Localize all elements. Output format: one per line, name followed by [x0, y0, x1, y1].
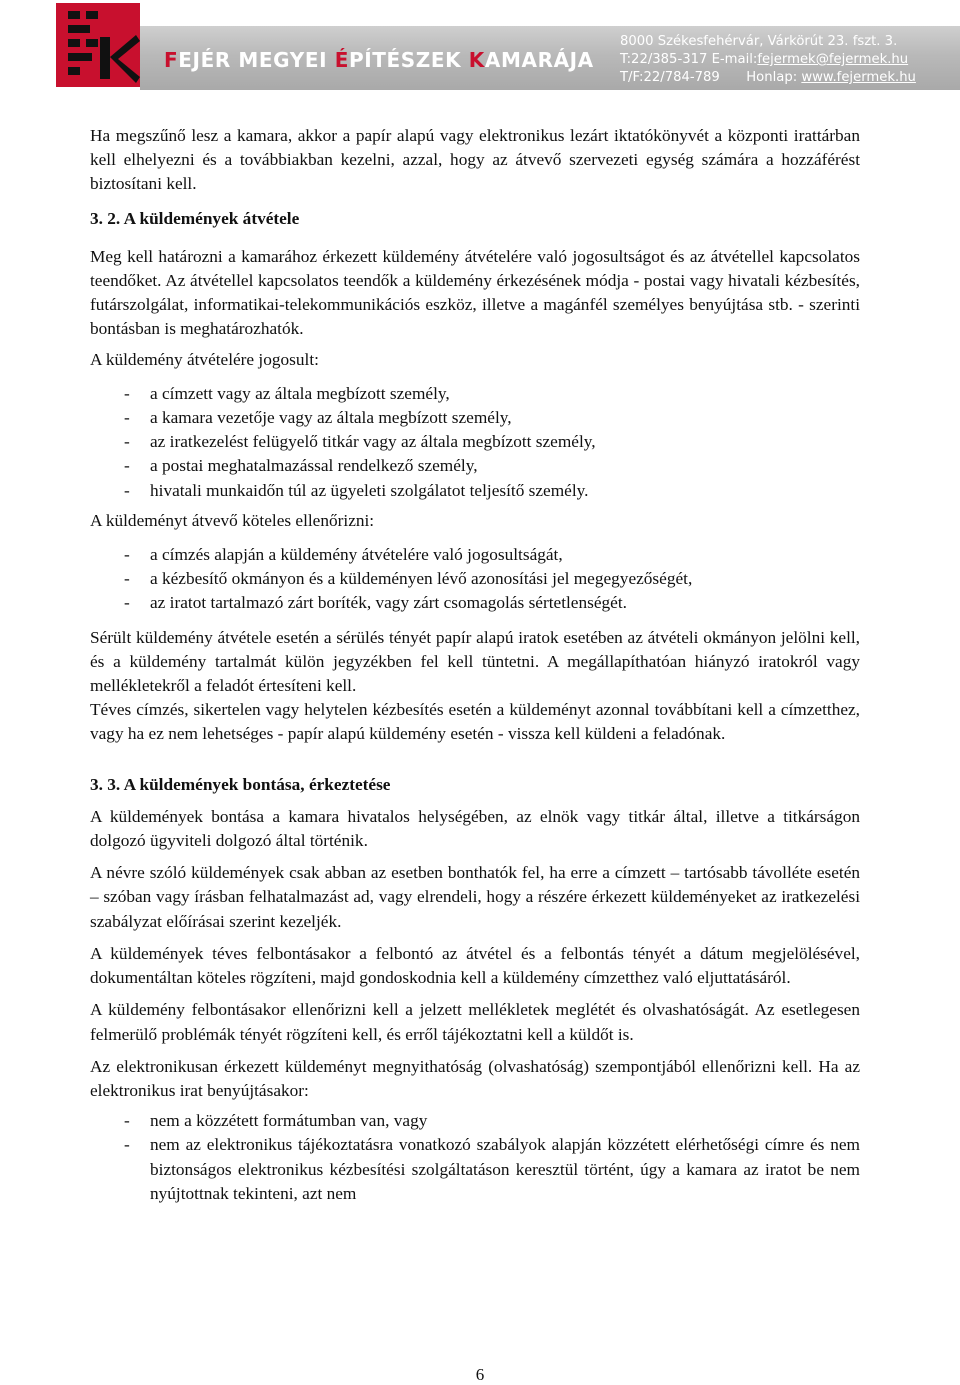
list-item: - nem az elektronikus tájékoztatásra vonatkozó szabályok alapján közzétett elérhetőségi címre és nem biztonságos elektronikus kézbesítési szolgáltatáson keresztül történt, úgy a kamara az iratot be nem nyújtottnak tekinteni, azt nem — [90, 1133, 860, 1206]
org-name — [164, 48, 594, 72]
paragraph: Sérült küldemény átvétele esetén a sérülés tényét papír alapú iratok esetében az átvételi okmányon jelölni kell, és a küldemény tartalmát külön jegyzékben fel kell tüntetni. A megállapíthatóan hiányzó iratokról vagy mellékletekről a feladót értesíteni kell. — [90, 627, 860, 696]
authorized-list — [90, 382, 860, 503]
org-name-part: K — [468, 48, 485, 72]
letterhead — [0, 0, 960, 94]
electronic-list — [90, 1109, 860, 1206]
list-item: - az iratkezelést felügyelő titkár vagy az általa megbízott személy, — [90, 430, 860, 454]
org-name-part: AMARÁJA — [484, 48, 594, 72]
list-item: - a kézbesítő okmányon és a küldeményen lévő azonosítási jel megegyezőségét, — [90, 567, 860, 591]
org-name-part: F — [164, 48, 179, 72]
paragraph: A küldeményt átvevő köteles ellenőrizni: — [90, 510, 375, 530]
contact-block — [620, 33, 916, 87]
fax: T/F:22/784-789 — [620, 70, 720, 85]
document-body — [90, 124, 860, 1206]
section-heading: 3. 3. A küldemények bontása, érkeztetése — [90, 774, 391, 794]
paragraph: A küldemény felbontásakor ellenőrizni kell a jelzett mellékletek meglétét és olvashatóságát. Az esetlegesen felmerülő problémák tényét rögzíteni kell, és erről tájékoztatni kell a küldőt is. — [90, 1000, 860, 1044]
org-name-part: É — [334, 48, 349, 72]
list-item: - a kamara vezetője vagy az általa megbízott személy, — [90, 406, 860, 430]
list-item: - az iratot tartalmazó zárt boríték, vagy zárt csomagolás sértetlenségét. — [90, 591, 860, 615]
org-name-part: EJÉR MEGYEI — [178, 48, 335, 72]
chamber-logo-icon — [56, 3, 140, 87]
org-name-part: PÍTÉSZEK — [348, 48, 469, 72]
paragraph: A névre szóló küldemények csak abban az esetben bonthatók fel, ha erre a címzett – tartósabb távolléte esetén – szóban vagy írásban felhatalmazást ad, vagy elrendeli, hogy a részére érkezett küldeményeket az iratkezelési szabályzat előírásai szerint kezeljék. — [90, 863, 860, 931]
section-heading: 3. 2. A küldemények átvétele — [90, 208, 300, 228]
phone: T:22/385-317 — [620, 52, 708, 67]
paragraph: Meg kell határozni a kamarához érkezett küldemény átvételére való jogosultságot és az átvétellel kapcsolatos teendőket. Az átvétellel kapcsolatos teendők a küldemény érkezésének módja - postai vagy hivatali kézbesítés, futárszolgálat, informatikai-telekommunikációs eszköz, illetve a magánfél személyes benyújtása stb. - szerinti bontásban is meghatározhatók. — [90, 246, 860, 339]
paragraph: A küldemények téves felbontásakor a felbontó az átvétel és a felbontás tényét a dátum megjelölésével, dokumentáltan köteles rögzíteni, majd gondoskodnia kell a küldemény címzetthez való eljuttatásáról. — [90, 943, 860, 988]
list-item: - hivatali munkaidőn túl az ügyeleti szolgálatot teljesítő személy. — [90, 479, 860, 503]
address: 8000 Székesfehérvár, Várkörút 23. fszt. 3. — [620, 34, 898, 49]
list-item: - nem a közzétett formátumban van, vagy — [90, 1109, 860, 1133]
paragraph: Az elektronikusan érkezett küldeményt megnyithatóság (olvashatóság) szempontjából ellenőrizni kell. Ha az elektronikus irat benyújtásakor: — [90, 1056, 860, 1100]
paragraph: A küldemény átvételére jogosult: — [90, 349, 319, 369]
web-label: Honlap: — [746, 70, 798, 85]
paragraph: Ha megszűnő lesz a kamara, akkor a papír alapú vagy elektronikus lezárt iktatókönyvét a központi irattárban kell elhelyezni és a továbbiakban kezelni, azzal, hogy az átvevő szervezeti egység számára a hozzáférést biztosítani kell. — [90, 126, 860, 194]
paragraph: Téves címzés, sikertelen vagy helytelen kézbesítés esetén a küldeményt azonnal továbbítani kell a címzetthez, vagy ha ez nem lehetséges - papír alapú küldemény esetén - vissza kell küldeni a feladónak. — [90, 700, 860, 744]
web-link[interactable]: www.fejermek.hu — [801, 70, 916, 85]
list-item: - a címzett vagy az általa megbízott személy, — [90, 382, 860, 406]
paragraph: A küldemények bontása a kamara hivatalos helységében, az elnök vagy titkár által, illetve a titkárságon dolgozó ügyviteli dolgozó által történik. — [90, 806, 860, 851]
list-item: - a postai meghatalmazással rendelkező személy, — [90, 454, 860, 478]
check-list — [90, 543, 860, 616]
page-number: 6 — [475, 1365, 485, 1384]
email-link[interactable]: fejermek@fejermek.hu — [757, 52, 909, 67]
email-label: E-mail: — [711, 52, 758, 67]
list-item: - a címzés alapján a küldemény átvételére való jogosultságát, — [90, 543, 860, 567]
